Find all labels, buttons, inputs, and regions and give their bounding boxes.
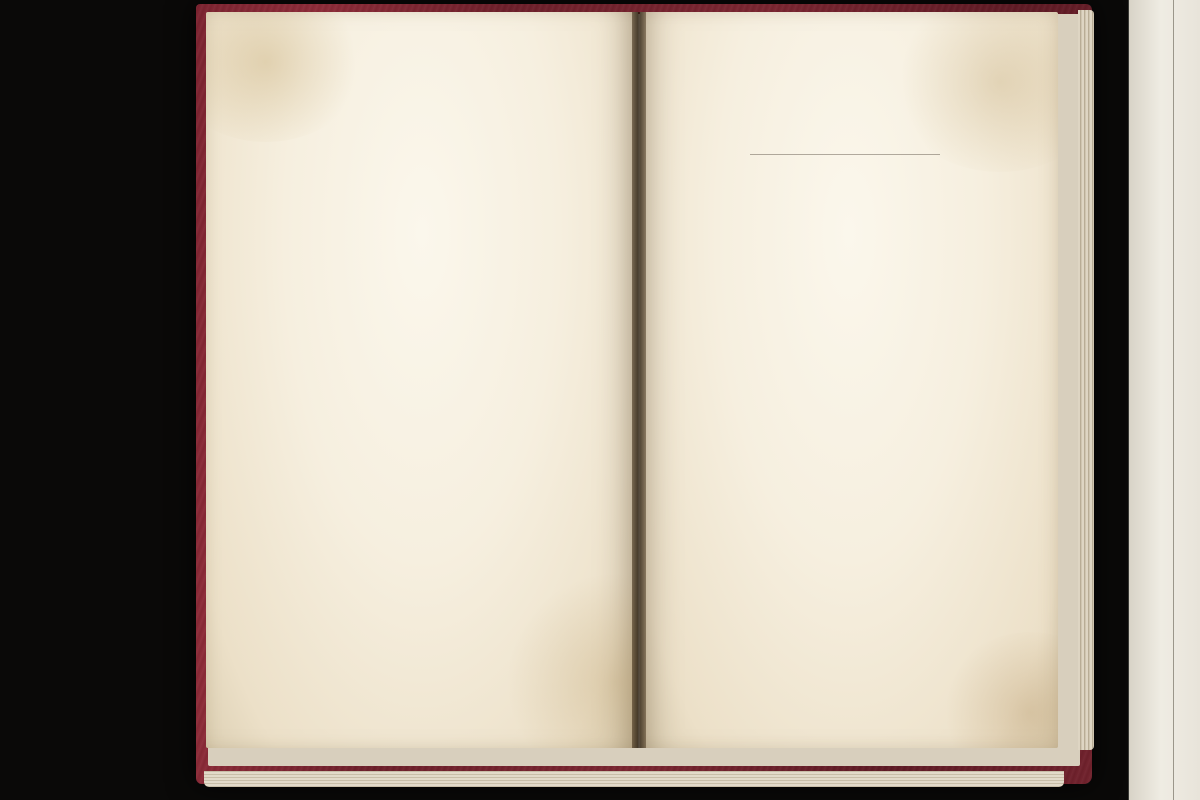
left-page: [206, 12, 638, 748]
ruler-edge-line: [1173, 0, 1174, 800]
bottom-edge: [204, 771, 1064, 787]
measuring-ruler: [1128, 0, 1200, 800]
ornamental-rule: [750, 154, 940, 155]
fore-edge: [1078, 10, 1094, 750]
right-page-body: [640, 12, 1058, 748]
open-book: [196, 4, 1092, 784]
left-page-body: [206, 12, 638, 748]
book-gutter: [632, 12, 646, 748]
right-page: [640, 12, 1058, 748]
